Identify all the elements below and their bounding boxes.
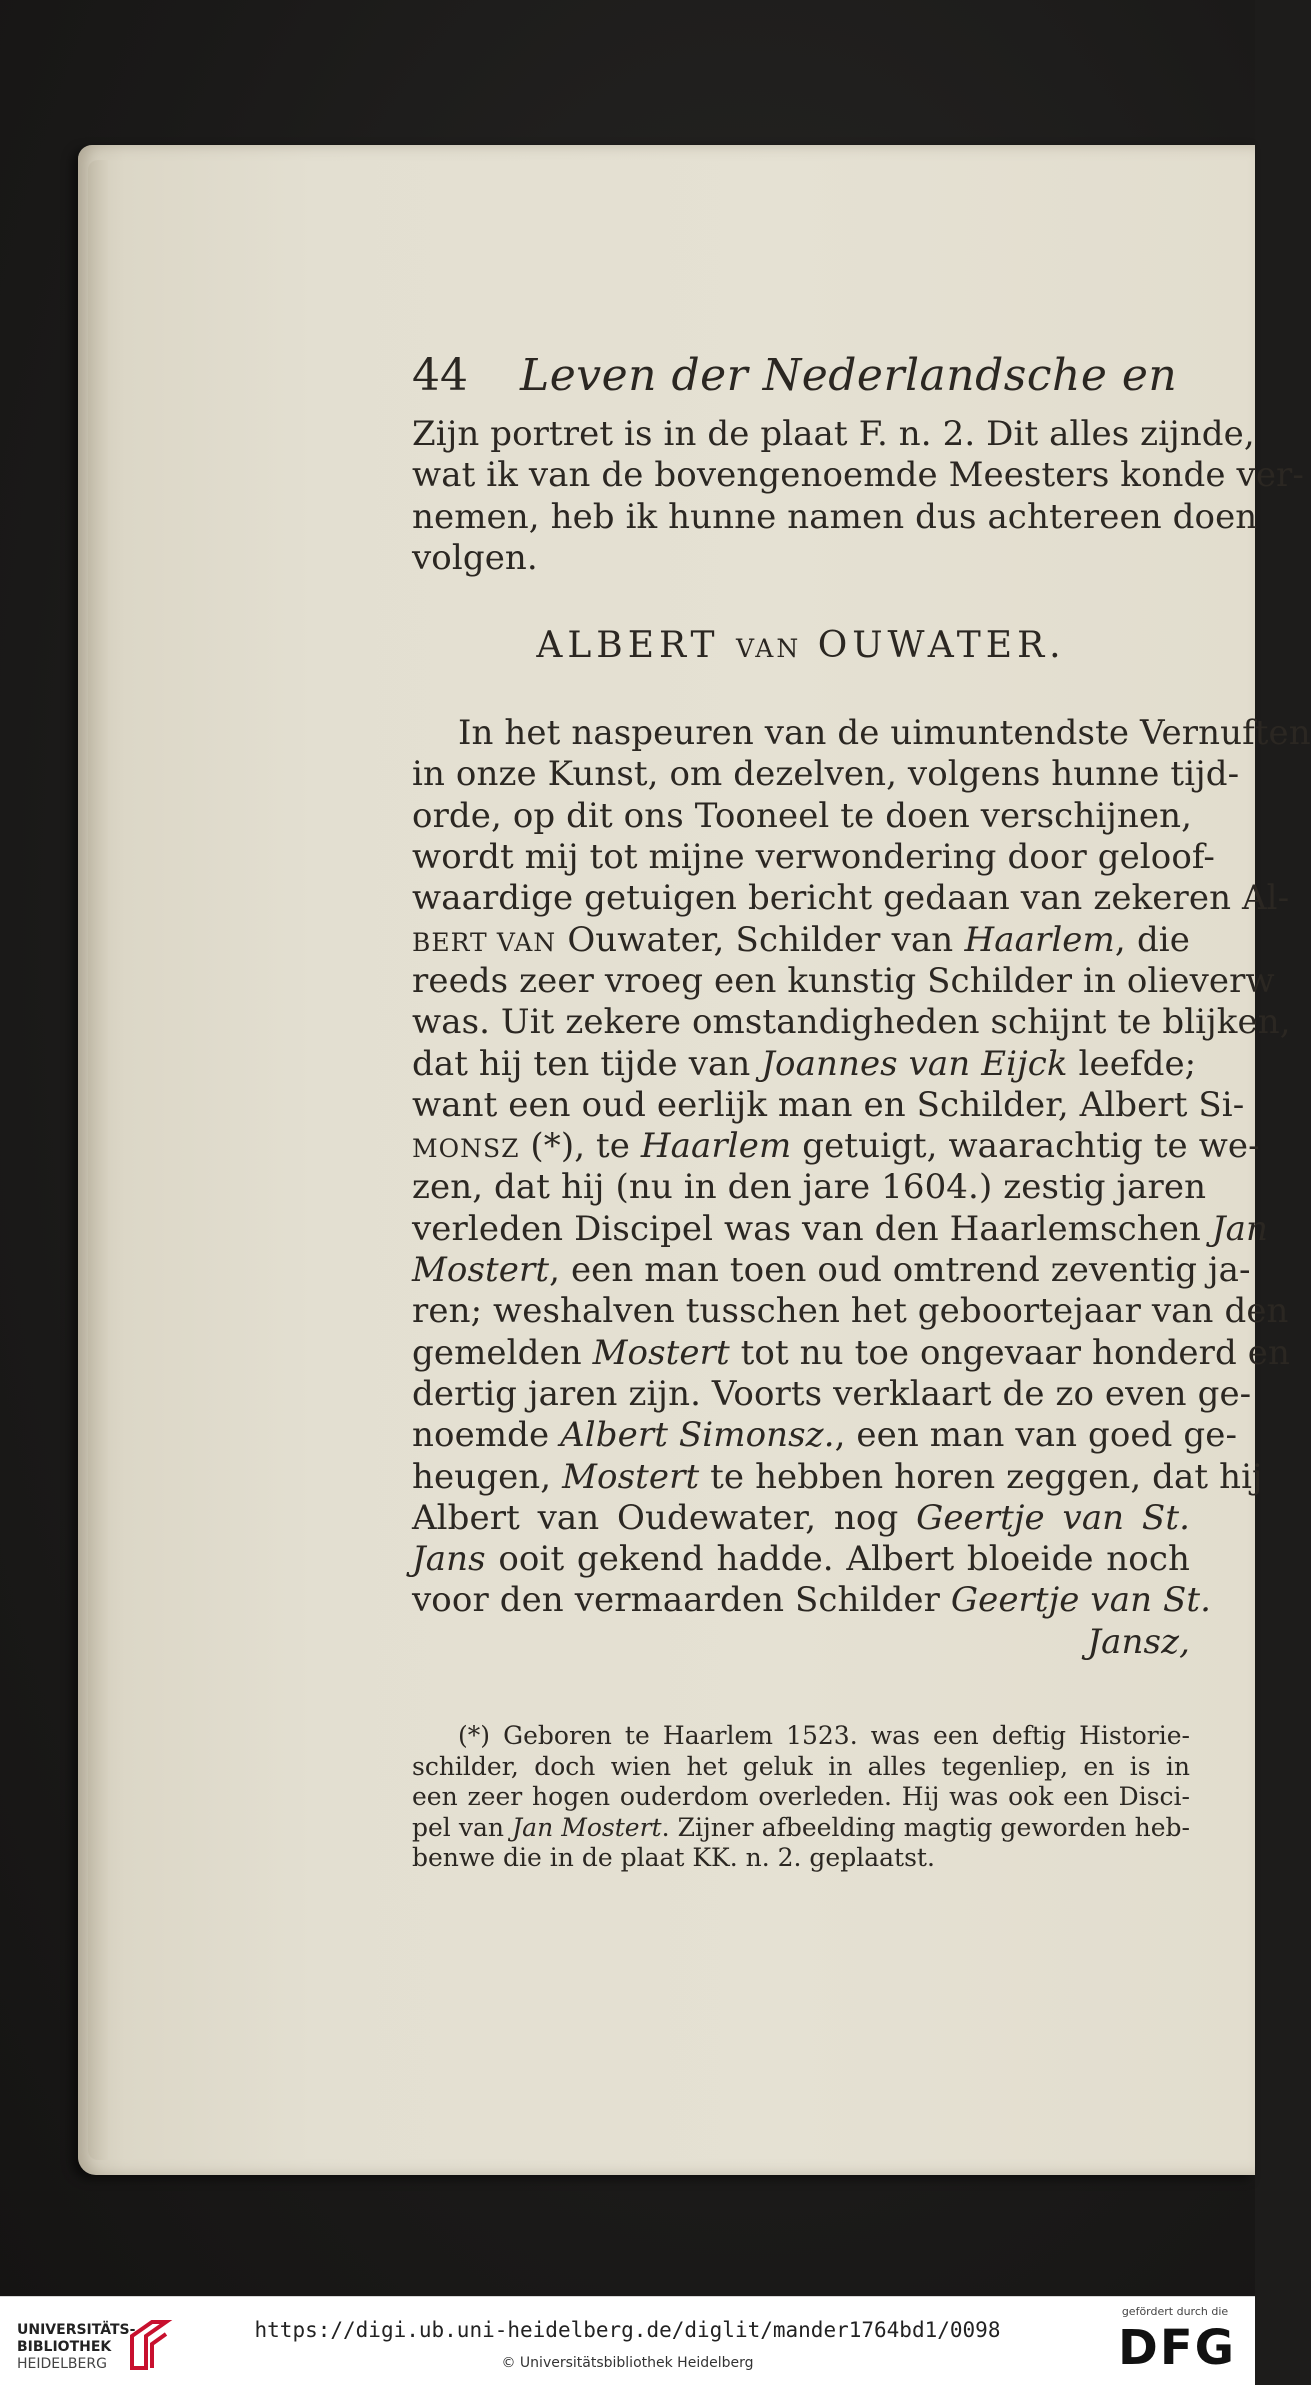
text-line: zen, dat hij (nu in den jare 1604.) zestig jaren xyxy=(412,1167,1207,1208)
section-heading xyxy=(412,625,1190,687)
text-line: dertig jaren zijn. Voorts verklaart de zo even ge- xyxy=(412,1373,1252,1414)
text-line xyxy=(412,1250,1251,1291)
text-span: verleden Discipel was van den Haarlemschen xyxy=(412,1208,1212,1249)
dfg-logo[interactable]: DFG xyxy=(1117,2320,1237,2376)
body-paragraph xyxy=(412,713,1311,1663)
text-span: (*), te xyxy=(519,1126,641,1167)
italic-name: Mostert xyxy=(592,1332,730,1373)
text-span: , nog xyxy=(805,1497,917,1538)
text-span: , die xyxy=(1114,919,1191,960)
text-span: . Zijner afbeelding magtig geworden heb- xyxy=(661,1812,1190,1842)
running-title: Leven der Nederlandsche en xyxy=(520,350,1178,401)
text-line xyxy=(412,920,1190,961)
text-line: ren; weshalven tusschen het geboortejaar van den xyxy=(412,1291,1289,1332)
footnote-line: benwe die in de plaat KK. n. 2. geplaatst. xyxy=(412,1843,935,1873)
logo-line: BIBLIOTHEK xyxy=(17,2339,112,2355)
funding-label: gefördert durch die xyxy=(1121,2305,1229,2318)
text-line xyxy=(412,1580,1212,1621)
text-span: gemelden xyxy=(412,1332,593,1373)
italic-place: Haarlem xyxy=(964,919,1115,960)
text-line: reeds zeer vroeg een kunstig Schilder in olieverw xyxy=(412,960,1275,1001)
text-line: in onze Kunst, om dezelven, volgens hunne tijd- xyxy=(412,754,1240,795)
text-line xyxy=(412,1332,1290,1374)
italic-name: Geertje van St. xyxy=(916,1497,1190,1538)
copyright-notice: © Universitätsbibliothek Heidelberg xyxy=(501,2355,754,2371)
italic-name: Geertje van St. xyxy=(950,1580,1212,1621)
footnote-line: schilder, doch wien het geluk in alles tegenliep, en is in xyxy=(412,1751,1190,1781)
footnote-line: een zeer hogen ouderdom overleden. Hij was ook een Disci- xyxy=(412,1782,1190,1812)
text-line xyxy=(412,1456,1263,1498)
text-span: heugen, xyxy=(412,1456,563,1497)
text-span: noemde xyxy=(412,1415,561,1456)
text-span: te hebben horen zeggen, dat hij xyxy=(699,1456,1263,1497)
italic-name: Jan Mostert xyxy=(512,1812,662,1842)
text-line xyxy=(412,1208,1268,1250)
text-line xyxy=(412,1415,1238,1456)
text-line: Zijn portret is in de plaat F. n. 2. Dit alles zijnde, xyxy=(412,414,1255,454)
text-span: getuigt, waarachtig te we- xyxy=(791,1126,1260,1167)
text-line: want een oud eerlijk man en Schilder, Albert Si- xyxy=(412,1084,1245,1125)
footnote xyxy=(412,1721,1190,1874)
text-line xyxy=(412,1498,1190,1539)
heading-name: ALBERT xyxy=(536,625,736,667)
text-span: voor den vermaarden Schilder xyxy=(412,1580,951,1621)
text-line: wat ik van de bovengenoemde Meesters konde ver- xyxy=(412,455,1305,496)
text-span: Ouwater, Schilder van xyxy=(556,919,965,960)
heading-surname: OUWATER. xyxy=(801,625,1066,667)
text-line: orde, op dit ons Tooneel te doen verschijnen, xyxy=(412,795,1193,836)
heading-particle: VAN xyxy=(735,634,802,664)
italic-name: Joannes van Eijck xyxy=(761,1043,1068,1084)
running-head xyxy=(412,350,1190,414)
italic-name: Mostert xyxy=(562,1456,700,1497)
text-line: nemen, heb ik hunne namen dus achtereen doen xyxy=(412,496,1258,537)
text-line: In het naspeuren van de uimuntendste Vernuften xyxy=(458,713,1311,754)
italic-name: Jan xyxy=(1211,1208,1268,1249)
footnote-line: (*) Geboren te Haarlem 1523. was een deftig Historie- xyxy=(458,1721,1190,1751)
text-span: Albert van Oudewater xyxy=(412,1497,806,1538)
text-span: dat hij ten tijde van xyxy=(412,1043,762,1084)
page-content xyxy=(412,350,1311,1874)
italic-name: Jans xyxy=(412,1539,486,1580)
small-caps: MONSZ xyxy=(412,1134,520,1164)
small-caps: BERT VAN xyxy=(412,927,557,957)
page-number: 44 xyxy=(412,350,468,401)
permalink-url[interactable]: https://digi.ub.uni-heidelberg.de/diglit/mander1764bd1/0098 xyxy=(254,2318,1001,2342)
text-span: , een man van goed ge- xyxy=(834,1415,1238,1456)
text-line: waardige getuigen bericht gedaan van zekeren Al- xyxy=(412,878,1290,919)
logo-line: UNIVERSITÄTS- xyxy=(17,2322,136,2338)
italic-name: Albert Simonsz. xyxy=(560,1415,835,1456)
text-line: volgen. xyxy=(412,537,538,578)
logo-line: HEIDELBERG xyxy=(17,2356,107,2372)
text-line: was. Uit zekere omstandigheden schijnt te blijken, xyxy=(412,1002,1291,1043)
page-edge xyxy=(88,160,108,2160)
italic-name: Mostert xyxy=(412,1250,550,1291)
text-span: tot nu toe ongevaar honderd en xyxy=(729,1332,1290,1373)
text-line xyxy=(412,1126,1260,1167)
text-span: leefde; xyxy=(1067,1043,1197,1084)
footnote-line xyxy=(412,1813,1190,1844)
italic-place: Haarlem xyxy=(640,1126,792,1167)
text-line xyxy=(412,1043,1197,1085)
text-span: pel van xyxy=(412,1812,513,1842)
catchword-line xyxy=(412,1622,1190,1663)
intro-paragraph xyxy=(412,414,1305,579)
text-span: ooit gekend hadde. Albert bloeide noch xyxy=(485,1539,1190,1580)
text-line xyxy=(412,1539,1190,1580)
text-span: , een man toen oud omtrend zeventig ja- xyxy=(549,1250,1251,1291)
catchword: Jansz, xyxy=(1087,1621,1190,1662)
text-line: wordt mij tot mijne verwondering door geloof- xyxy=(412,837,1215,878)
